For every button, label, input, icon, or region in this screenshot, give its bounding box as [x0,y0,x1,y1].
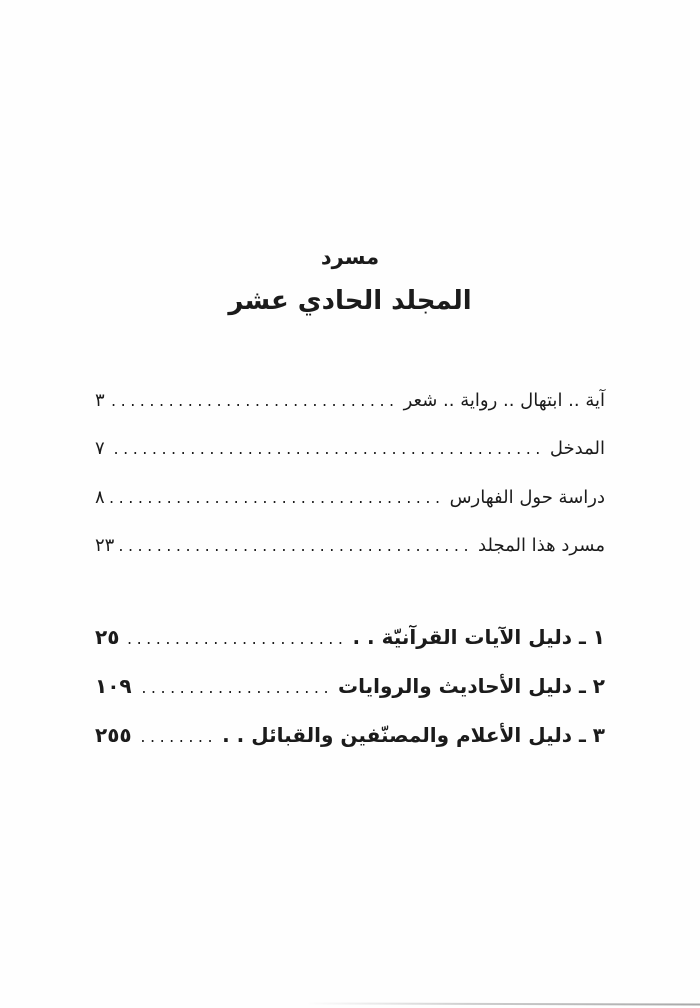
volume-title: المجلد الحادي عشر [228,286,472,317]
toc-entry [95,722,605,748]
dot-leader [110,488,445,509]
toc-entry-label: ٢ ـ دليل الأحاديث والروايات [338,673,605,698]
toc-entry-page-number: ٧ [95,438,105,460]
index-title: مسرد [320,245,380,269]
toc-entry [95,486,605,509]
toc-entry-label: دراسة حول الفهارس [449,486,605,508]
toc-entry-label: آية .. ابتهال .. رواية .. شعر [403,390,605,412]
toc-entry-page-number: ٢٥٥ [95,722,132,747]
toc-entry-page-number: ٢٣ [95,535,115,557]
toc-entry-label: المدخل [549,438,605,460]
toc-entry [95,624,605,650]
toc-main-sections [95,624,605,748]
toc-front-matter [95,389,605,558]
dot-leader [110,439,545,460]
toc-entry-page-number: ٣ [95,390,105,412]
toc-entry-page-number: ١٠٩ [95,673,132,698]
page-header [0,244,700,319]
scan-edge-shadow [305,1002,700,1005]
toc-entry-label: ١ ـ دليل الآيات القرآنيّة . . [352,624,605,649]
toc-entry [95,673,605,699]
toc-entry-page-number: ٢٥ [95,624,120,649]
dot-leader [137,678,333,699]
dot-leader [110,391,399,412]
toc-entry-page-number: ٨ [95,486,105,508]
toc-entry [95,437,605,460]
dot-leader [119,536,473,557]
dot-leader [137,727,217,748]
toc-entry [95,389,605,412]
toc-entry [95,534,605,557]
toc-entry-label: ٣ ـ دليل الأعلام والمصنّفين والقبائل . . [222,722,605,747]
dot-leader [124,629,347,650]
toc-entry-label: مسرد هذا المجلد [478,535,605,557]
